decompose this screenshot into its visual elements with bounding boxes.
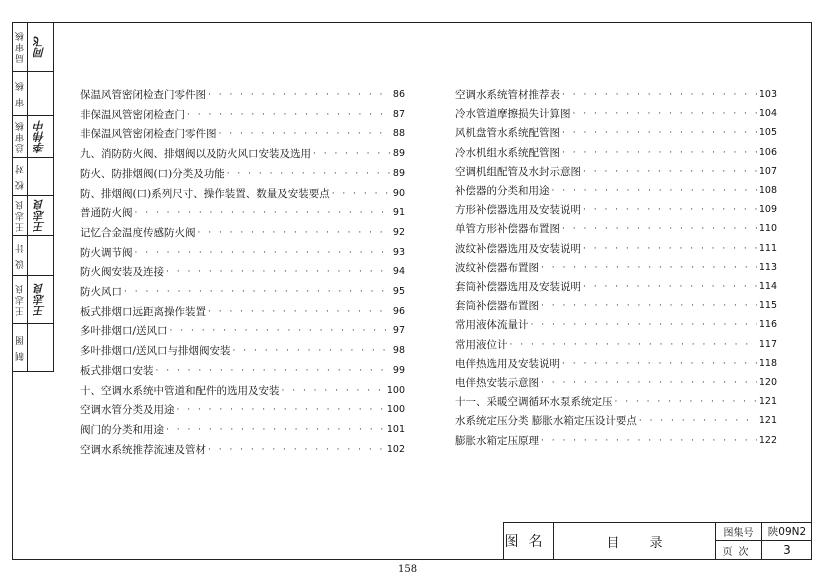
toc-entry [80, 86, 405, 102]
toc-entry-title: 风机盘管水系统配管图 [455, 127, 560, 140]
toc-entry-title: 板式排烟口安装 [80, 364, 154, 377]
toc-entry-page: 121 [758, 415, 777, 427]
toc-entry-page: 90 [392, 187, 405, 199]
toc-entry [455, 412, 777, 428]
toc-entry [455, 297, 777, 313]
toc-entry [80, 303, 405, 319]
toc-entry-title: 常用液体流量计 [455, 319, 529, 332]
toc-entry [455, 201, 777, 217]
toc-entry-title: 非保温风管密闭检查门 [80, 108, 185, 121]
dot-leader [562, 88, 757, 102]
toc-entry-page: 101 [386, 423, 405, 435]
toc-entry-title: 多叶排烟口/送风口 [80, 325, 168, 338]
sidebar-role-label: 审 核 [15, 80, 26, 107]
toc-entry-title: 板式排烟口远距离操作装置 [80, 305, 206, 318]
dot-leader [615, 395, 757, 409]
toc-entry-page: 103 [758, 89, 777, 100]
toc-entry-page: 110 [758, 223, 777, 235]
dot-leader [282, 384, 385, 398]
toc-entry [455, 105, 777, 121]
toc-entry [80, 401, 405, 417]
sidebar-role-label: 王志良 [15, 283, 26, 316]
atlas-number-label: 图集号 [716, 523, 762, 541]
toc-entry-page: 122 [758, 434, 777, 446]
toc-entry [80, 283, 405, 299]
dot-leader [124, 285, 391, 299]
sidebar-cell [12, 324, 53, 372]
toc-entry-page: 98 [392, 345, 405, 357]
toc-entry [80, 204, 405, 220]
sidebar-cell [12, 158, 53, 196]
toc-entry-title: 普通防火阀 [80, 207, 133, 220]
toc-entry-title: 防火、防排烟阀(口)分类及功能 [80, 167, 225, 180]
dot-leader [541, 376, 757, 390]
toc-entry [455, 124, 777, 140]
toc-entry [80, 362, 405, 378]
toc-entry-page: 105 [758, 127, 777, 139]
toc-entry [455, 316, 777, 332]
dot-leader [208, 443, 385, 457]
toc-entry-page: 115 [758, 300, 777, 312]
dot-leader [541, 261, 757, 275]
toc-entry [80, 185, 405, 201]
dot-leader [219, 127, 391, 141]
toc-entry [80, 224, 405, 240]
toc-entry-title: 套筒补偿器布置图 [455, 300, 539, 313]
toc-entry-title: 水系统定压分类 膨胀水箱定压设计要点 [455, 415, 637, 428]
dot-leader [583, 280, 757, 294]
dot-leader [208, 305, 391, 319]
dot-leader [562, 146, 757, 160]
toc-entry [455, 182, 777, 198]
toc-entry-title: 多叶排烟口/送风口与排烟阀安装 [80, 345, 231, 358]
sidebar-role-label: 总审核 [15, 120, 26, 153]
toc-entry-title: 电伴热安装示意图 [455, 377, 539, 389]
toc-entry-title: 保温风管密闭检查门零件图 [80, 89, 206, 101]
toc-entry-title: 套筒补偿器选用及安装说明 [455, 281, 581, 293]
sidebar-role-label: 王志良 [15, 199, 26, 232]
toc-entry-page: 108 [758, 185, 777, 196]
dot-leader [583, 165, 757, 179]
sidebar-signature: 王志良 [33, 283, 46, 316]
dot-leader [170, 324, 391, 338]
toc-entry-page: 92 [392, 226, 405, 238]
toc-entry-title: 波纹补偿器选用及安装说明 [455, 242, 581, 255]
toc-entry-page: 107 [758, 165, 777, 177]
toc-entry [80, 244, 405, 260]
dot-leader [573, 107, 757, 121]
toc-entry-title: 非保温风管密闭检查门零件图 [80, 128, 217, 141]
sidebar-cell [12, 196, 53, 236]
title-block [503, 522, 812, 560]
toc-entry [80, 421, 405, 437]
page-label: 页次 [716, 541, 762, 559]
toc-entry-page: 86 [392, 89, 405, 100]
toc-entry [80, 106, 405, 122]
toc-entry-title: 防火调节阀 [80, 246, 133, 259]
sidebar-signature: 同飞 [33, 35, 46, 58]
toc-entry-title: 十、空调水系统中管道和配件的选用及安装 [80, 384, 280, 397]
dot-leader [313, 147, 391, 161]
toc-entry [455, 393, 777, 409]
dot-leader [639, 414, 757, 428]
dot-leader [156, 364, 391, 378]
toc-entry-page: 89 [392, 167, 405, 179]
drawing-title: 目录 [554, 523, 716, 559]
dot-leader [208, 88, 391, 102]
dot-leader [332, 187, 391, 201]
toc-entry-page: 118 [758, 357, 777, 369]
toc-entry-page: 102 [386, 443, 405, 455]
dot-leader [166, 265, 391, 279]
toc-entry [455, 278, 777, 294]
toc-entry [455, 86, 777, 102]
dot-leader [541, 434, 757, 448]
toc-entry-page: 100 [386, 404, 405, 416]
toc-entry [455, 432, 777, 448]
toc-entry [455, 163, 777, 179]
toc-entry [455, 240, 777, 256]
toc-entry-title: 冷水管道摩擦损失计算图 [455, 108, 571, 121]
page-number: 158 [398, 564, 418, 575]
toc-entry-page: 116 [758, 319, 777, 331]
toc-entry-title: 冷水机组水系统配管图 [455, 146, 560, 159]
toc-entry-page: 99 [392, 364, 405, 376]
dot-leader [562, 222, 757, 236]
dot-leader [198, 226, 391, 240]
dot-leader [135, 246, 391, 260]
dot-leader [135, 206, 391, 220]
sidebar-role-label: 校 对 [15, 163, 26, 190]
toc-entry-title: 空调机组配管及水封示意图 [455, 165, 581, 178]
toc-entry-page: 109 [758, 204, 777, 216]
toc-entry-title: 单管方形补偿器布置图 [455, 223, 560, 236]
toc-entry-page: 89 [392, 148, 405, 160]
toc-entry [80, 165, 405, 181]
sidebar-role-label: 设 计 [15, 242, 26, 269]
toc-entry [455, 336, 777, 352]
toc-entry [80, 145, 405, 161]
signature-sidebar [12, 22, 54, 372]
toc-entry-title: 防火风口 [80, 286, 122, 298]
toc-entry-page: 114 [758, 281, 777, 292]
dot-leader [510, 338, 757, 352]
toc-entry-page: 117 [758, 338, 777, 350]
toc-entry-page: 96 [392, 305, 405, 317]
toc-entry-title: 补偿器的分类和用途 [455, 185, 550, 197]
dot-leader [583, 242, 757, 256]
toc-entry-page: 120 [758, 377, 777, 388]
toc-entry-page: 113 [758, 261, 777, 273]
toc-entry-page: 106 [758, 146, 777, 158]
toc-entry [455, 220, 777, 236]
sidebar-role-label: 局审核 [15, 30, 26, 63]
dot-leader [177, 403, 385, 417]
sidebar-signature: 李伟中 [33, 120, 46, 153]
toc-entry [80, 382, 405, 398]
toc-entry-title: 空调水管分类及用途 [80, 404, 175, 417]
toc-entry-title: 空调水系统管材推荐表 [455, 89, 560, 101]
sidebar-cell [12, 276, 53, 324]
sidebar-cell [12, 236, 53, 276]
sidebar-cell [12, 116, 53, 158]
dot-leader [187, 108, 391, 122]
toc-entry [455, 374, 777, 390]
toc-entry-page: 121 [758, 396, 777, 408]
toc-entry [80, 322, 405, 338]
toc-entry-page: 104 [758, 108, 777, 120]
toc-entry [80, 263, 405, 279]
toc-entry [80, 441, 405, 457]
toc-entry-title: 记忆合金温度传感防火阀 [80, 226, 196, 239]
toc-entry-page: 91 [392, 207, 405, 219]
toc-entry-title: 防火阀安装及连接 [80, 266, 164, 279]
dot-leader [531, 318, 757, 332]
toc-entry [455, 144, 777, 160]
sidebar-cell [12, 22, 53, 72]
dot-leader [541, 299, 757, 313]
dot-leader [583, 203, 757, 217]
drawing-name-label: 图名 [504, 523, 554, 559]
toc-entry-page: 100 [386, 384, 405, 396]
toc-entry-title: 防、排烟阀(口)系列尺寸、操作装置、数量及安装要点 [80, 187, 330, 200]
toc-entry [80, 342, 405, 358]
toc-entry-title: 空调水系统推荐流速及管材 [80, 443, 206, 456]
dot-leader [166, 423, 385, 437]
page-value: 3 [783, 543, 791, 557]
toc-entry [455, 355, 777, 371]
dot-leader [562, 357, 757, 371]
toc-entry-title: 电伴热选用及安装说明 [455, 357, 560, 370]
toc-entry-page: 111 [758, 242, 777, 254]
toc-entry-title: 常用液位计 [455, 338, 508, 351]
toc-entry [80, 125, 405, 141]
toc-entry-page: 97 [392, 325, 405, 337]
toc-entry-page: 95 [392, 286, 405, 297]
sidebar-signature: 王志良 [33, 199, 46, 232]
toc-entry-title: 九、消防防火阀、排烟阀以及防火风口安装及选用 [80, 148, 311, 161]
sidebar-cell [12, 72, 53, 116]
toc-entry [455, 259, 777, 275]
dot-leader [552, 184, 757, 198]
atlas-number-value: 陕09N2 [762, 523, 812, 541]
sidebar-role-label: 制 图 [15, 334, 26, 361]
toc-entry-page: 88 [392, 128, 405, 140]
toc-entry-title: 阀门的分类和用途 [80, 423, 164, 436]
toc-entry-title: 膨胀水箱定压原理 [455, 434, 539, 447]
toc-entry-title: 波纹补偿器布置图 [455, 261, 539, 274]
toc-entry-page: 87 [392, 108, 405, 120]
dot-leader [227, 167, 391, 181]
dot-leader [562, 126, 757, 140]
toc-entry-title: 十一、采暖空调循环水泵系统定压 [455, 396, 613, 409]
dot-leader [233, 344, 391, 358]
toc-entry-page: 93 [392, 246, 405, 258]
toc-entry-page: 94 [392, 266, 405, 278]
toc-entry-title: 方形补偿器选用及安装说明 [455, 204, 581, 217]
